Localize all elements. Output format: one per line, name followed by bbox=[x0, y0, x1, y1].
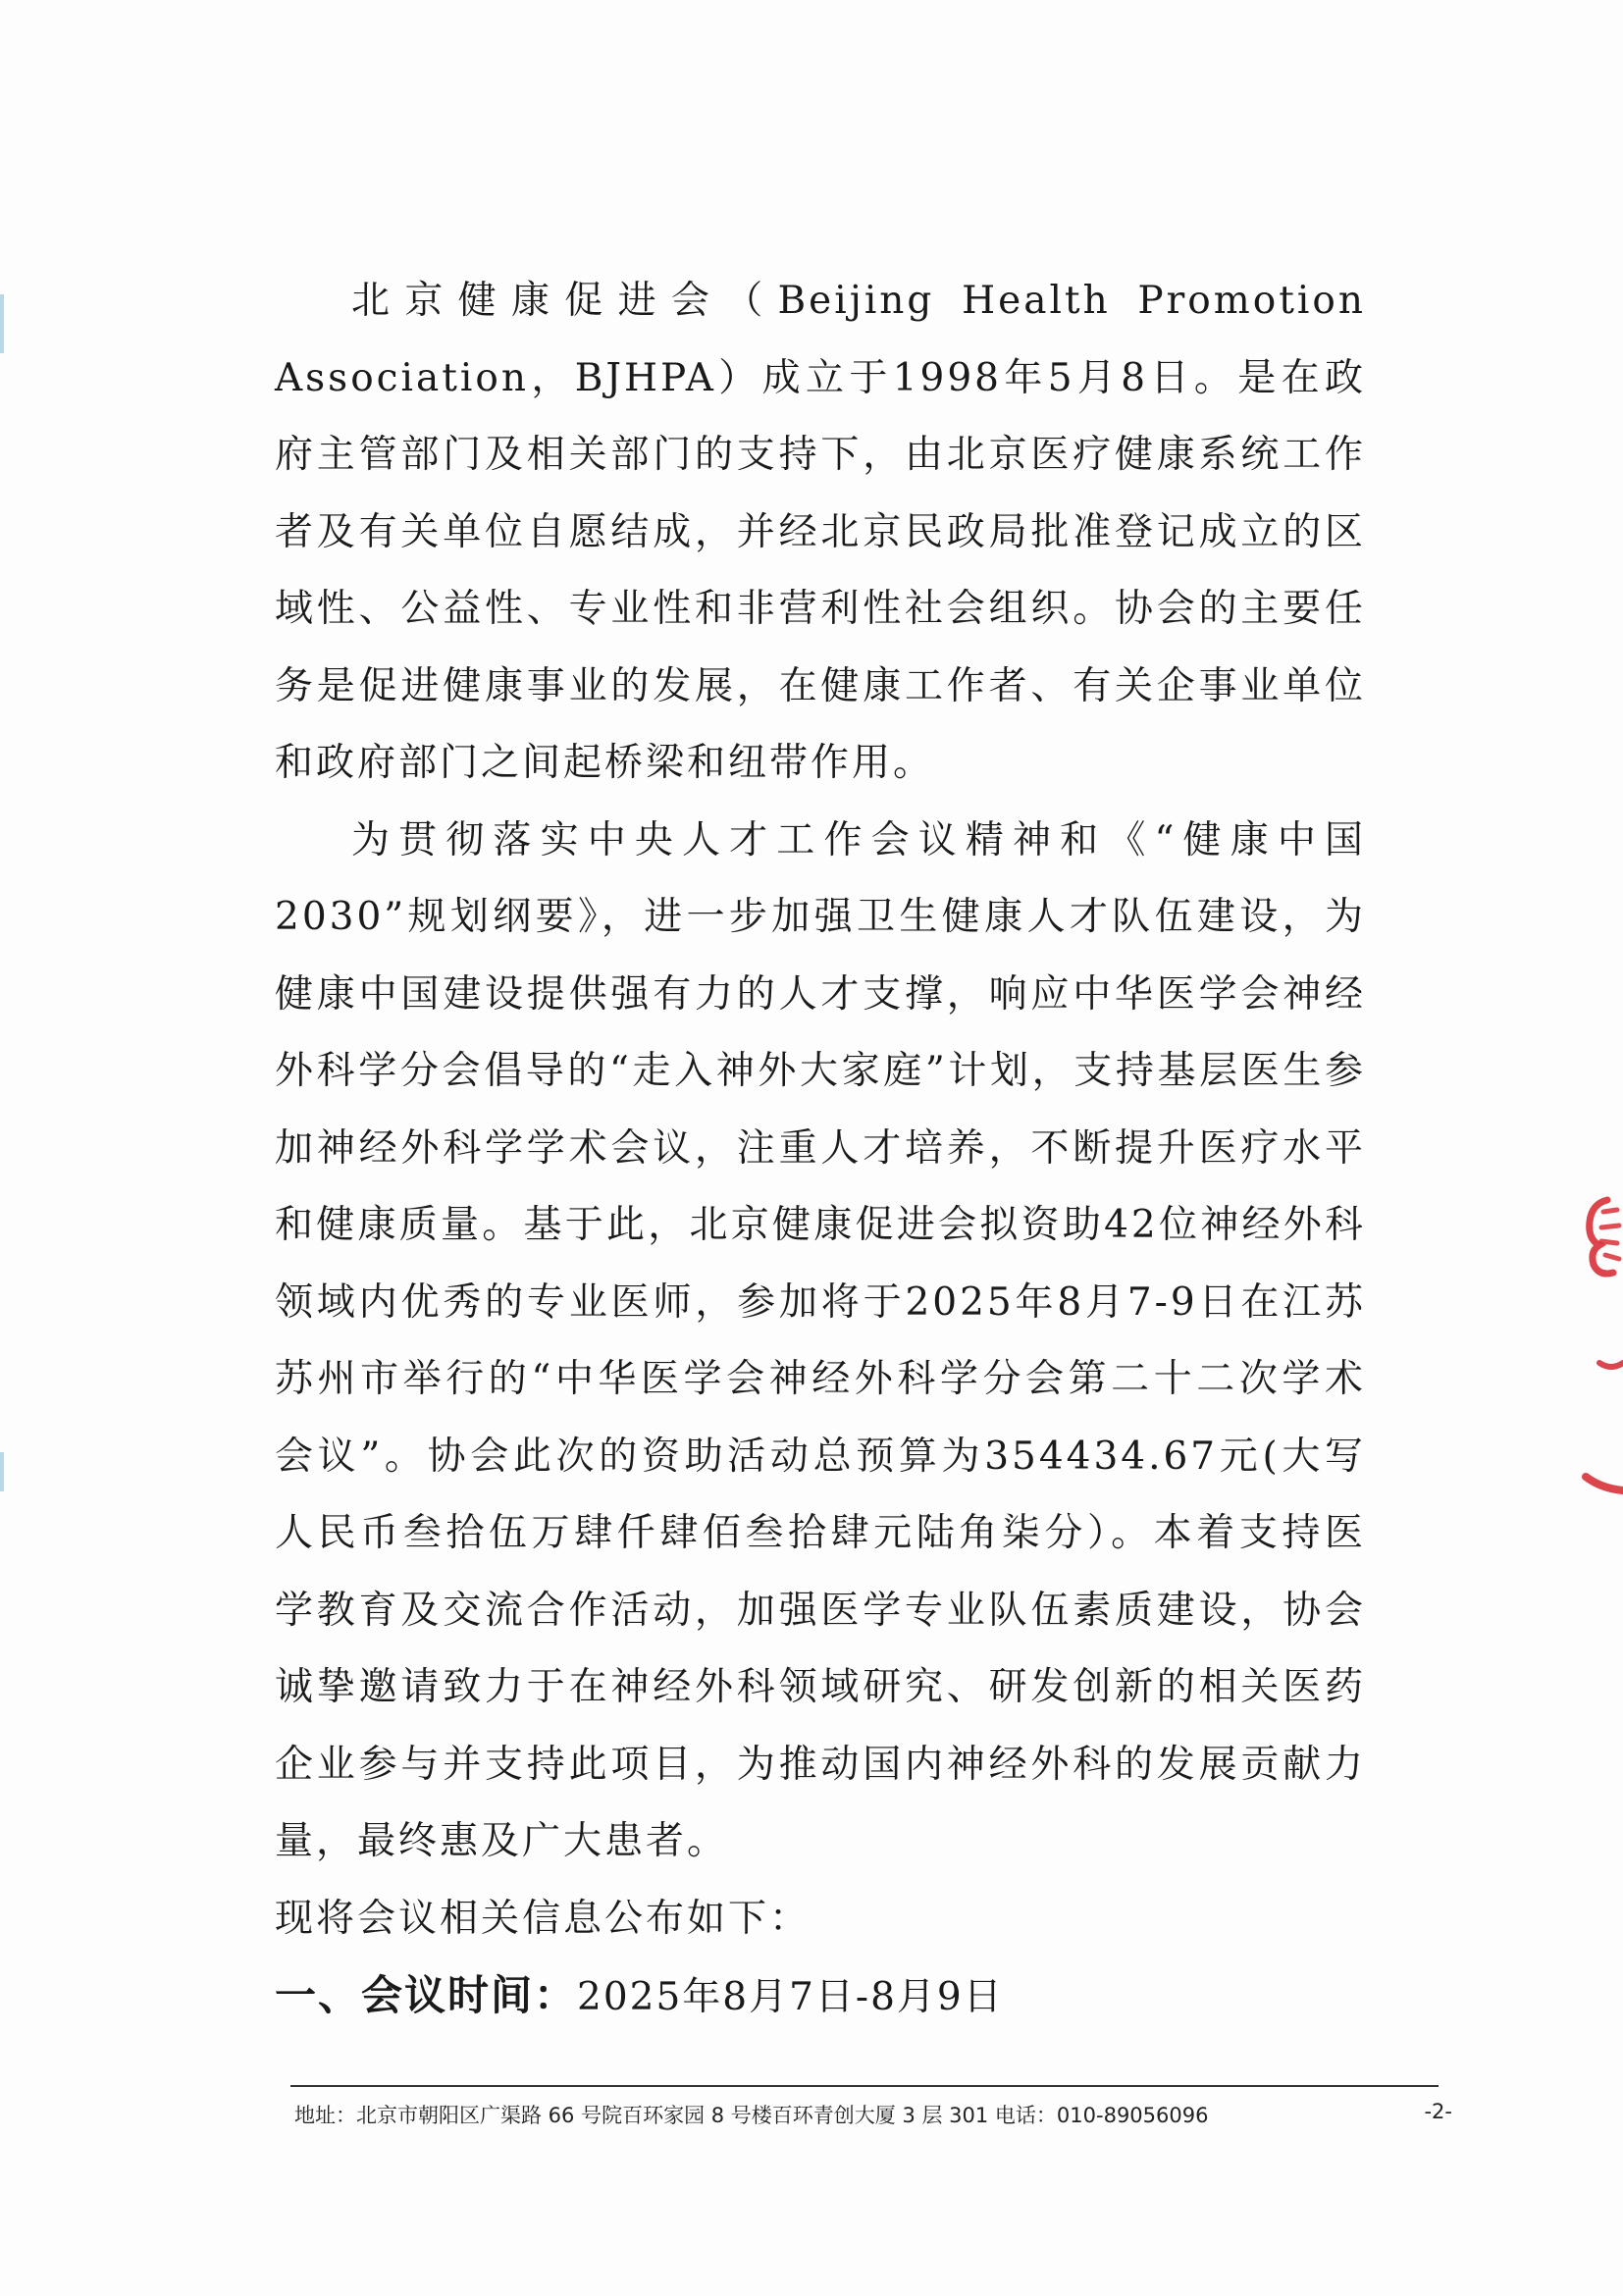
section-label: 一、会议时间： bbox=[275, 1971, 578, 2019]
page-number: -2- bbox=[1424, 2100, 1452, 2123]
footer-address: 地址：北京市朝阳区广渠路 66 号院百环家园 8 号楼百环青创大厦 3 层 301 电话：010-89056096 bbox=[294, 2104, 1209, 2127]
footer-divider bbox=[290, 2085, 1439, 2087]
purpose-paragraph: 为贯彻落实中央人才工作会议精神和《“健康中国2030”规划纲要》，进一步加强卫生健康人才队伍建设，为健康中国建设提供强有力的人才支撑，响应中华医学会神经外科学分会倡导的“走入神外大家庭”计划，支持基层医生参加神经外科学学术会议，注重人才培养，不断提升医疗水平和健康质量。基于此，北京健康促进会拟资助42位神经外科领域内优秀的专业医师，参加将于2025年8月7-9日在江苏苏州市举行的“中华医学会神经外科学分会第二十二次学术会议”。协会此次的资助活动总预算为354434.67元(大写人民币叁拾伍万肆仟肆佰叁拾肆元陆角柒分）。本着支持医学教育及交流合作活动，加强医学专业队伍素质建设，协会诚挚邀请致力于在神经外科领域研究、研发创新的相关医药企业参与并支持此项目，为推动国内神经外科的发展贡献力量，最终惠及广大患者。 bbox=[275, 817, 1366, 1863]
section-value: 2025年8月7日-8月9日 bbox=[577, 1975, 1004, 2019]
scan-edge-mark bbox=[0, 294, 4, 353]
page-footer bbox=[294, 2100, 1452, 2129]
scan-edge-mark bbox=[0, 1452, 4, 1491]
section-meeting-time bbox=[275, 1957, 1366, 2037]
document-body bbox=[275, 263, 1366, 2037]
red-seal-fragment-icon bbox=[1578, 1182, 1623, 1506]
announce-line: 现将会议相关信息公布如下： bbox=[275, 1896, 812, 1941]
intro-paragraph: 北京健康促进会（Beijing Health Promotion Association，BJHPA）成立于1998年5月8日。是在政府主管部门及相关部门的支持下，由北京医疗健康系统工作者及有关单位自愿结成，并经北京民政局批准登记成立的区域性、公益性、专业性和非营利性社会组织。协会的主要任务是促进健康事业的发展，在健康工作者、有关企事业单位和政府部门之间起桥梁和纽带作用。 bbox=[275, 279, 1366, 785]
